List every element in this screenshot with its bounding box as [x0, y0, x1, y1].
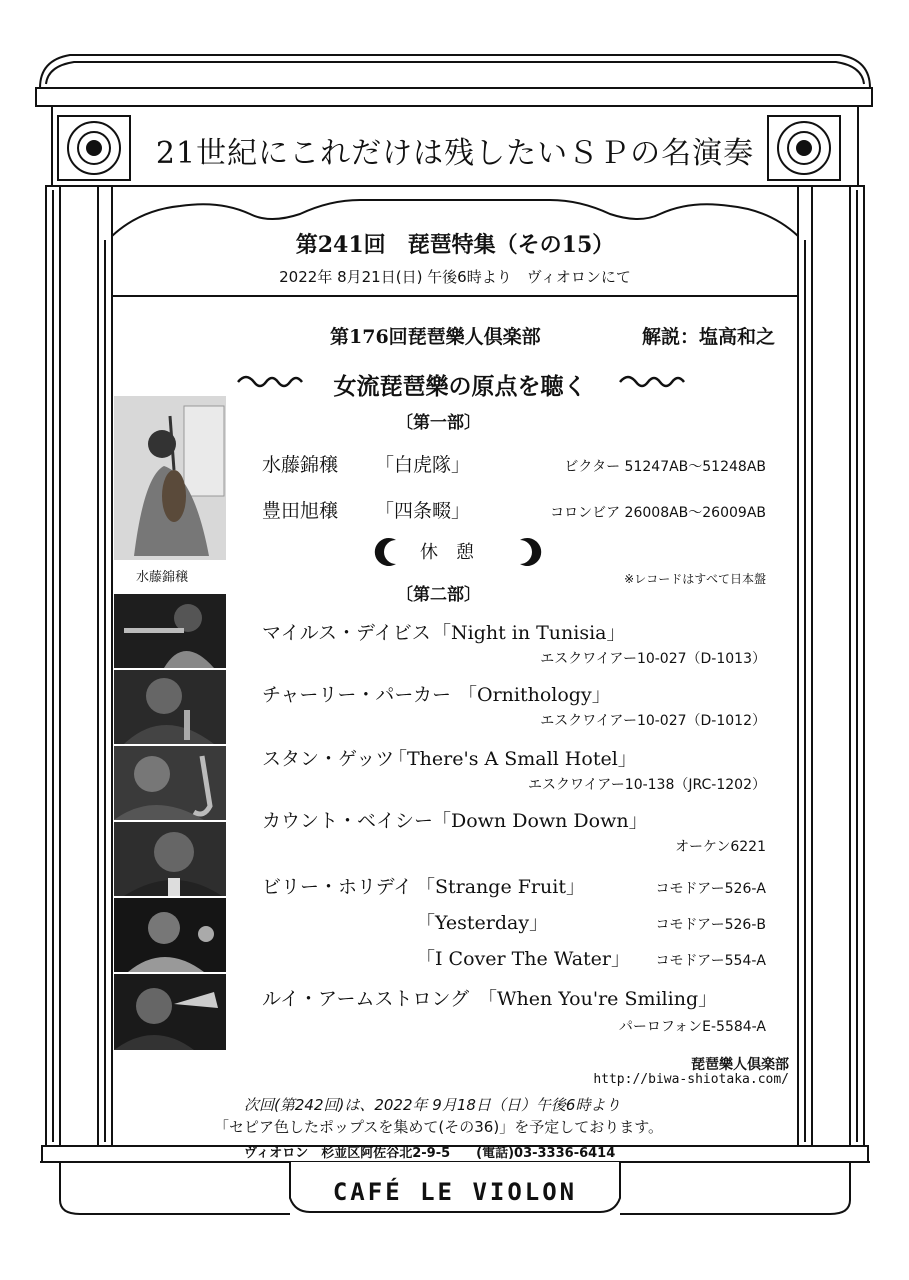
record-label: エスクワイアー10-027（D-1012）	[540, 713, 766, 729]
record-label: コモドアー554-A	[655, 953, 766, 969]
event-date: 2022年 8月21日(日) 午後6時より ヴィオロンにて	[279, 268, 631, 286]
cafe-logo: CAFÉ LE VIOLON	[332, 1178, 578, 1206]
part2-performer: マイルス・デイビス	[262, 622, 431, 644]
page-title: 21世紀にこれだけは残したいＳＰの名演奏	[155, 136, 755, 171]
venue-address: ヴィオロン 杉並区阿佐谷北2-9-5 (電話)03-3336-6414	[244, 1146, 616, 1161]
photo-billie-holiday	[114, 898, 226, 972]
part2-work: 「Yesterday」	[416, 912, 549, 934]
moon-right-icon	[520, 538, 541, 566]
part2-work: 「Ornithology」	[458, 684, 611, 706]
record-label: エスクワイアー10-027（D-1013）	[540, 651, 766, 667]
photo-charlie-parker	[114, 670, 226, 744]
record-label: エスクワイアー10-138（JRC-1202）	[528, 777, 766, 793]
photo-count-basie	[114, 822, 226, 896]
photo-louis-armstrong	[114, 974, 226, 1050]
part2-heading: 〔第二部〕	[396, 585, 481, 605]
record-label: コモドアー526-B	[655, 917, 766, 933]
part2-work: 「There's A Small Hotel」	[388, 748, 637, 770]
session-title: 第241回 琵琶特集（その15）	[295, 232, 615, 258]
part1-work: 「四条畷」	[375, 500, 471, 522]
theme-title: 女流琵琶樂の原点を聴く	[333, 373, 587, 400]
record-note: ※レコードはすべて日本盤	[624, 572, 766, 586]
photo-caption: 水藤錦穣	[136, 570, 189, 585]
part2-work: 「Strange Fruit」	[416, 876, 585, 898]
part2-performer: チャーリー・パーカー	[262, 684, 452, 706]
part2-work: 「Down Down Down」	[432, 810, 648, 832]
part2-work: 「When You're Smiling」	[478, 988, 718, 1010]
moon-left-icon	[375, 538, 396, 566]
next-session-line2: 「セピア色したポップスを集めて(その36)」を予定しております。	[214, 1118, 663, 1136]
record-label: オーケン6221	[675, 839, 766, 855]
club-name: 第176回琵琶樂人倶楽部	[330, 326, 541, 348]
record-label: ビクター 51247AB～51248AB	[564, 459, 766, 475]
part2-work: 「I Cover The Water」	[416, 948, 630, 970]
part2-work: 「Night in Tunisia」	[432, 622, 626, 644]
part2-performer: ビリー・ホリデイ	[262, 876, 413, 898]
part2-performer: カウント・ベイシー	[262, 810, 434, 832]
part1-heading: 〔第一部〕	[396, 413, 481, 433]
break-label: 休 憩	[420, 542, 474, 563]
part1-work: 「白虎隊」	[375, 454, 471, 476]
next-session-line1: 次回(第242回)は、2022年 9月18日（日）午後6時より	[244, 1096, 621, 1114]
lecturer: 解説：塩高和之	[642, 326, 776, 348]
part1-performer: 水藤錦穣	[262, 454, 339, 476]
part2-performer: ルイ・アームストロング	[262, 988, 470, 1010]
record-label: コモドアー526-A	[655, 881, 766, 897]
photo-biwa-player	[114, 396, 226, 560]
footer-club-name: 琵琶樂人倶楽部	[691, 1057, 789, 1073]
photo-stan-getz	[114, 746, 226, 820]
record-label: コロンビア 26008AB～26009AB	[550, 505, 766, 521]
part1-performer: 豊田旭穣	[262, 500, 339, 522]
record-label: パーロフォンE-5584-A	[618, 1019, 766, 1035]
part2-performer: スタン・ゲッツ	[262, 748, 395, 770]
footer-url[interactable]: http://biwa-shiotaka.com/	[593, 1072, 789, 1087]
photo-miles-davis	[114, 594, 226, 668]
